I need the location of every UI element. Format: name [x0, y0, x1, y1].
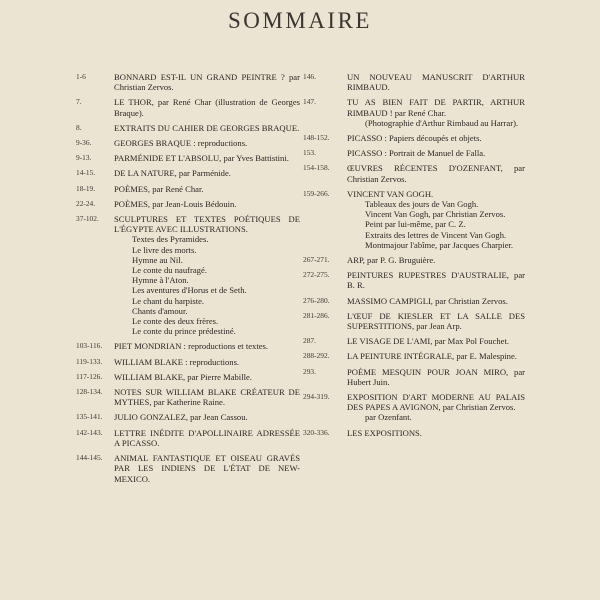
toc-entry-title: LE VISAGE DE L'AMI, par Max Pol Fouchet. — [347, 336, 510, 347]
toc-entry-body — [114, 97, 300, 117]
toc-entry-body — [347, 163, 525, 183]
toc-entry — [76, 168, 300, 178]
toc-entry — [303, 428, 525, 438]
toc-entry-body — [347, 72, 525, 92]
toc-entry — [76, 97, 300, 117]
toc-page-range: 8. — [76, 122, 82, 132]
toc-entry-title: SCULPTURES ET TEXTES POÉTIQUES DE L'ÉGYPTE AVEC ILLUSTRATIONS. — [114, 214, 300, 235]
toc-sub-entry: Hymne au Nil. — [132, 254, 183, 265]
toc-entry-body — [347, 351, 525, 361]
toc-entry — [303, 189, 525, 250]
toc-entry-title: BONNARD EST-IL UN GRAND PEINTRE ? par Christian Zervos. — [114, 72, 300, 93]
toc-entry — [303, 270, 525, 290]
toc-entry-body — [114, 372, 300, 382]
toc-entry-body — [114, 199, 300, 209]
toc-entry-body — [347, 97, 525, 128]
toc-entry-body — [114, 138, 300, 148]
toc-entry-title: WILLIAM BLAKE : reproductions. — [114, 356, 240, 367]
toc-page-range: 9-36. — [76, 138, 92, 148]
toc-entry-title: DE LA NATURE, par Parménide. — [114, 168, 231, 179]
toc-entry-title: ANIMAL FANTASTIQUE ET OISEAU GRAVÉS PAR LES INDIENS DE L'ÉTAT DE NEW-MEXICO. — [114, 453, 300, 484]
toc-entry-title: ŒUVRES RÉCENTES D'OZENFANT, par Christian Zervos. — [347, 163, 525, 184]
toc-page-range: 128-134. — [76, 387, 103, 397]
toc-entry-body — [347, 311, 525, 331]
toc-entry — [303, 392, 525, 423]
toc-entry-title: TU AS BIEN FAIT DE PARTIR, ARTHUR RIMBAUD ! par René Char. — [347, 97, 525, 118]
toc-entry-body — [347, 367, 525, 387]
toc-entry-body — [114, 341, 300, 351]
toc-entry-body — [114, 428, 300, 448]
toc-page-range: 142-143. — [76, 427, 103, 437]
toc-page-range: 18-19. — [76, 183, 96, 193]
toc-entry — [303, 255, 525, 265]
toc-entry-title: NOTES SUR WILLIAM BLAKE CRÉATEUR DE MYTHES, par Katherine Raine. — [114, 387, 300, 408]
toc-page-range: 147. — [303, 97, 316, 107]
toc-entry-title: GEORGES BRAQUE : reproductions. — [114, 138, 248, 149]
toc-page-range: 281-286. — [303, 310, 330, 320]
toc-sub-entry: Tableaux des jours de Van Gogh. — [365, 199, 479, 210]
toc-entry — [76, 387, 300, 407]
toc-sub-entry: Hymne à l'Aton. — [132, 275, 189, 286]
toc-entry-body — [114, 168, 300, 178]
toc-page-range: 153. — [303, 148, 316, 158]
toc-sub-entry: Le conte du naufragé. — [132, 265, 207, 276]
toc-entry — [303, 97, 525, 128]
toc-entry — [303, 311, 525, 331]
toc-entry-title: PICASSO : Papiers découpés et objets. — [347, 133, 482, 144]
toc-entry — [303, 148, 525, 158]
toc-entry-title: L'ŒUF DE KIESLER ET LA SALLE DES SUPERSTITIONS, par Jean Arp. — [347, 310, 525, 332]
toc-sub-entry: (Photographie d'Arthur Rimbaud au Harrar). — [365, 117, 519, 128]
toc-page-range: 144-145. — [76, 453, 103, 463]
toc-entry — [303, 367, 525, 387]
toc-sub-entry: Le conte des deux frères. — [132, 316, 219, 327]
toc-sub-entry: Le chant du harpiste. — [132, 295, 205, 306]
toc-page-range: 117-126. — [76, 371, 103, 381]
toc-entry-body — [114, 153, 300, 163]
toc-entry — [76, 428, 300, 448]
toc-entry-body — [347, 148, 525, 158]
toc-sub-entry: Les aventures d'Horus et de Seth. — [132, 285, 247, 296]
toc-page-range: 272-275. — [303, 270, 330, 280]
toc-sub-entry: Le conte du prince prédestiné. — [132, 326, 236, 337]
toc-entry-body — [347, 270, 525, 290]
toc-entry-body — [114, 123, 300, 133]
toc-page-range: 37-102. — [76, 214, 99, 224]
toc-page-range: 1-6 — [76, 72, 86, 81]
toc-entry-title: LETTRE INÉDITE D'APOLLINAIRE ADRESSÉE A PICASSO. — [114, 427, 300, 448]
toc-entry-body — [114, 72, 300, 92]
toc-entry — [303, 336, 525, 346]
toc-sub-entry: Textes des Pyramides. — [132, 234, 209, 245]
toc-page-range: 22-24. — [76, 198, 96, 208]
toc-entry — [76, 341, 300, 351]
toc-page-range: 9-13. — [76, 153, 92, 163]
toc-entry-title: JULIO GONZALEZ, par Jean Cassou. — [114, 412, 248, 423]
toc-entry-title: POÈMES, par René Char. — [114, 183, 204, 194]
toc-entry-body — [347, 296, 525, 306]
toc-entry — [303, 133, 525, 143]
toc-entry-body — [347, 336, 525, 346]
left-column — [76, 72, 300, 489]
right-column — [303, 72, 525, 443]
toc-page-range: 287. — [303, 336, 316, 346]
toc-entry-body — [347, 133, 525, 143]
toc-page-range: 7. — [76, 97, 82, 107]
toc-entry-title: LE THOR, par René Char (illustration de Georges Braque). — [114, 97, 300, 118]
toc-entry-title: PICASSO : Portrait de Manuel de Falla. — [347, 148, 486, 159]
toc-entry-title: LA PEINTURE INTÉGRALE, par E. Malespine. — [347, 351, 517, 362]
toc-entry — [303, 296, 525, 306]
toc-page-range: 159-266. — [303, 188, 330, 198]
toc-entry-body — [114, 387, 300, 407]
toc-entry — [303, 351, 525, 361]
toc-entry-title: EXTRAITS DU CAHIER DE GEORGES BRAQUE. — [114, 122, 300, 133]
toc-sub-entry: Chants d'amour. — [132, 305, 188, 316]
toc-entry — [76, 72, 300, 92]
toc-entry-title: PEINTURES RUPESTRES D'AUSTRALIE, par B. R. — [347, 270, 525, 291]
toc-entry — [303, 72, 525, 92]
toc-page-range: 294-319. — [303, 392, 330, 402]
toc-entry-body — [114, 214, 300, 336]
toc-sub-entry: Peint par lui-même, par C. Z. — [365, 219, 466, 230]
toc-sub-entry: Extraits des lettres de Vincent Van Gogh. — [365, 229, 507, 240]
toc-entry-title: POÈMES, par Jean-Louis Bédouin. — [114, 198, 237, 209]
toc-entry — [76, 372, 300, 382]
toc-entry — [76, 214, 300, 336]
toc-entry-title: EXPOSITION D'ART MODERNE AU PALAIS DES PAPES A AVIGNON, par Christian Zervos. — [347, 392, 525, 413]
toc-entry-body — [114, 357, 300, 367]
toc-entry-title: LES EXPOSITIONS. — [347, 427, 422, 438]
toc-page-range: 135-141. — [76, 412, 103, 422]
toc-sub-entry: Le livre des morts. — [132, 244, 197, 255]
toc-page-range: 148-152. — [303, 133, 330, 143]
toc-entry-title: PARMÉNIDE ET L'ABSOLU, par Yves Battistini. — [114, 153, 289, 164]
toc-page-range: 293. — [303, 366, 316, 376]
toc-entry-title: ARP, par P. G. Bruguière. — [347, 255, 436, 266]
toc-entry-body — [114, 453, 300, 484]
toc-entry-body — [347, 255, 525, 265]
toc-page-range: 288-292. — [303, 351, 330, 361]
toc-page-range: 103-116. — [76, 341, 103, 351]
toc-entry-title: POÈME MESQUIN POUR JOAN MIRO, par Hubert Juin. — [347, 366, 525, 387]
toc-page-range: 276-280. — [303, 295, 330, 305]
toc-page-range: 14-15. — [76, 168, 96, 178]
toc-page-range: 320-336. — [303, 427, 330, 437]
toc-entry-body — [114, 184, 300, 194]
toc-entry — [76, 138, 300, 148]
toc-entry — [76, 357, 300, 367]
toc-entry — [76, 123, 300, 133]
toc-entry-title: MASSIMO CAMPIGLI, par Christian Zervos. — [347, 295, 508, 306]
toc-entry-body — [347, 428, 525, 438]
toc-entry-body — [114, 412, 300, 422]
toc-page-range: 146. — [303, 72, 316, 81]
toc-entry-title: WILLIAM BLAKE, par Pierre Mabille. — [114, 371, 252, 382]
toc-entry-body — [347, 189, 525, 250]
toc-page-range: 154-158. — [303, 163, 330, 173]
toc-sub-entry: par Ozenfant. — [365, 412, 412, 423]
toc-sub-entry: Montmajour l'abîme, par Jacques Charpier. — [365, 239, 514, 250]
toc-entry — [76, 412, 300, 422]
toc-page-range: 119-133. — [76, 356, 103, 366]
toc-page-range: 267-271. — [303, 255, 330, 265]
toc-entry — [76, 184, 300, 194]
toc-entry-title: VINCENT VAN GOGH. — [347, 188, 434, 199]
page-title: SOMMAIRE — [228, 8, 372, 33]
toc-entry-title: PIET MONDRIAN : reproductions et textes. — [114, 341, 269, 352]
toc-entry-body — [347, 392, 525, 423]
toc-sub-entry: Vincent Van Gogh, par Christian Zervos. — [365, 209, 506, 220]
toc-entry — [76, 453, 300, 484]
toc-entry-title: UN NOUVEAU MANUSCRIT D'ARTHUR RIMBAUD. — [347, 72, 525, 93]
toc-entry — [76, 153, 300, 163]
toc-entry — [303, 163, 525, 183]
toc-entry — [76, 199, 300, 209]
